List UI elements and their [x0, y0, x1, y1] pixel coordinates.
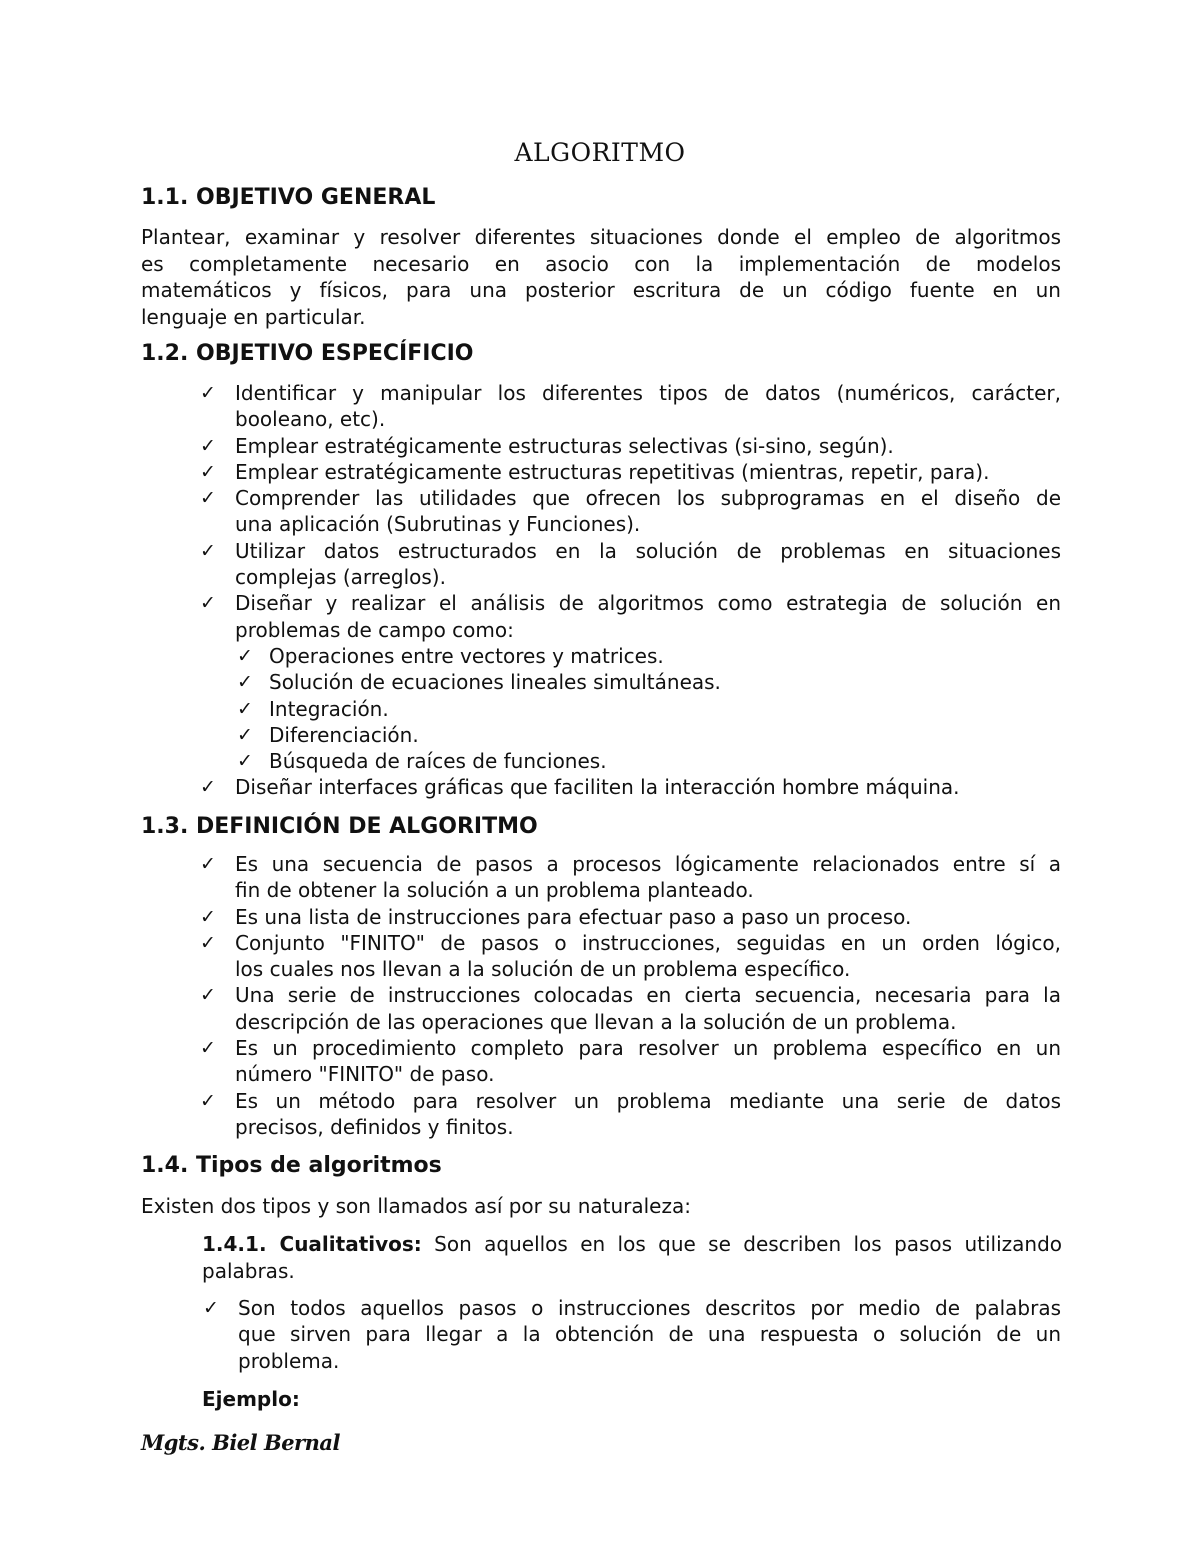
sublist-item	[237, 722, 1049, 748]
check-icon: ✓	[203, 1297, 219, 1319]
check-icon: ✓	[200, 853, 216, 875]
check-icon: ✓	[200, 382, 216, 404]
heading-definicion: 1.3. DEFINICIÓN DE ALGORITMO	[141, 814, 538, 839]
check-icon: ✓	[237, 645, 253, 667]
list-item-line: una aplicación (Subrutinas y Funciones).	[235, 512, 641, 537]
list-item-line: descripción de las operaciones que llevan a la solución de un problema.	[235, 1009, 957, 1034]
check-icon: ✓	[237, 750, 253, 773]
check-icon: ✓	[200, 776, 216, 798]
list-item	[200, 485, 1061, 538]
list-item	[200, 774, 1061, 800]
list-item-line: Conjunto "FINITO" de pasos o instrucciones, seguidas en un orden lógico,	[235, 930, 1061, 955]
list-item-line: los cuales nos llevan a la solución de un problema específico.	[235, 957, 851, 982]
definicion-list	[200, 851, 1061, 1140]
paragraph-line: Existen dos tipos y son llamados así por su naturaleza:	[141, 1194, 691, 1218]
list-item-line: Es una secuencia de pasos a procesos lógicamente relacionados entre sí a	[235, 852, 1061, 876]
check-icon: ✓	[237, 723, 253, 746]
list-item-line: Comprender las utilidades que ofrecen los subprogramas en el diseño de	[235, 486, 1061, 511]
check-icon: ✓	[200, 1037, 216, 1060]
list-item-line: problemas de campo como:	[235, 617, 514, 642]
heading-objetivo-especifico: 1.2. OBJETIVO ESPECÍFICIO	[141, 341, 474, 366]
author-footer: Mgts. Biel Bernal	[141, 1430, 340, 1455]
sublist-item-text: Solución de ecuaciones lineales simultáneas.	[269, 670, 721, 695]
list-item	[200, 459, 1061, 485]
list-item	[200, 433, 1061, 459]
list-item	[200, 1035, 1061, 1088]
sublist-item-text: Integración.	[269, 696, 389, 721]
check-icon: ✓	[200, 487, 216, 510]
list-item	[200, 904, 1061, 930]
page-title: ALGORITMO	[514, 138, 686, 167]
sublist-item-text: Diferenciación.	[269, 722, 419, 747]
list-item-line: Es un procedimiento completo para resolver un problema específico en un	[235, 1036, 1061, 1061]
cualitativos-label: 1.4.1. Cualitativos:	[202, 1232, 422, 1256]
check-icon: ✓	[200, 460, 216, 483]
check-icon: ✓	[200, 434, 216, 457]
paragraph-line: es completamente necesario en asocio con la implementación de modelos	[141, 251, 1061, 276]
cualitativos-list	[203, 1295, 1061, 1374]
paragraph-line: matemáticos y físicos, para una posterior escritura de un código fuente en un	[141, 278, 1061, 302]
list-item	[200, 590, 1061, 643]
list-item-line: Emplear estratégicamente estructuras selectivas (si-sino, según).	[235, 433, 894, 458]
check-icon: ✓	[200, 1089, 216, 1112]
list-item-line: Identificar y manipular los diferentes tipos de datos (numéricos, carácter,	[235, 381, 1061, 405]
list-item	[200, 851, 1061, 904]
check-icon: ✓	[237, 671, 253, 694]
sublist-item	[237, 669, 1049, 695]
list-item-line: que sirven para llegar a la obtención de una respuesta o solución de un	[238, 1322, 1061, 1347]
sublist-item	[237, 696, 1049, 722]
list-item-line: fin de obtener la solución a un problema planteado.	[235, 878, 754, 903]
sublist-item	[237, 748, 1049, 774]
list-item-line: Son todos aquellos pasos o instrucciones descritos por medio de palabras	[238, 1296, 1061, 1320]
list-item-line: Una serie de instrucciones colocadas en cierta secuencia, necesaria para la	[235, 983, 1061, 1008]
tipos-intro	[141, 1193, 1061, 1220]
ejemplo-label	[202, 1386, 1062, 1413]
paragraph-line: Plantear, examinar y resolver diferentes situaciones donde el empleo de algoritmos	[141, 225, 1061, 249]
sublist-item-text: Búsqueda de raíces de funciones.	[269, 749, 607, 774]
list-item-line: Emplear estratégicamente estructuras repetitivas (mientras, repetir, para).	[235, 459, 990, 484]
list-item-line: número "FINITO" de paso.	[235, 1062, 495, 1087]
cualitativos-paragraph	[202, 1231, 1062, 1284]
list-item-line: Es un método para resolver un problema mediante una serie de datos	[235, 1088, 1061, 1113]
check-icon: ✓	[200, 905, 216, 928]
objetivo-general-paragraph	[141, 224, 1061, 330]
cualitativos-text: Son aquellos en los que se describen los pasos utilizando	[421, 1232, 1063, 1256]
sublist-item-text: Operaciones entre vectores y matrices.	[269, 644, 664, 668]
check-icon: ✓	[237, 697, 253, 720]
check-icon: ✓	[200, 592, 216, 615]
objetivos-list	[200, 380, 1061, 643]
heading-objetivo-general: 1.1. OBJETIVO GENERAL	[141, 185, 436, 210]
paragraph-line	[202, 1231, 1062, 1258]
list-item	[200, 930, 1061, 983]
list-item	[200, 538, 1061, 591]
heading-tipos: 1.4. Tipos de algoritmos	[141, 1153, 442, 1178]
list-item-line: Es una lista de instrucciones para efectuar paso a paso un proceso.	[235, 904, 912, 929]
list-item	[200, 982, 1061, 1035]
list-item-line: problema.	[238, 1348, 340, 1373]
list-item	[200, 380, 1061, 433]
check-icon: ✓	[200, 984, 216, 1007]
objetivos-list-last	[200, 774, 1061, 800]
list-item	[203, 1295, 1061, 1374]
list-item	[200, 1088, 1061, 1141]
paragraph-line: palabras.	[202, 1258, 295, 1283]
list-item-line: precisos, definidos y finitos.	[235, 1114, 514, 1139]
campo-sublist	[237, 643, 1049, 774]
check-icon: ✓	[200, 931, 216, 954]
list-item-line: Diseñar y realizar el análisis de algoritmos como estrategia de solución en	[235, 591, 1061, 616]
ejemplo-text: Ejemplo:	[202, 1387, 300, 1411]
list-item-line: complejas (arreglos).	[235, 565, 446, 590]
list-item-line: booleano, etc).	[235, 407, 386, 432]
list-item-line: Utilizar datos estructurados en la solución de problemas en situaciones	[235, 538, 1061, 563]
paragraph-line: lenguaje en particular.	[141, 304, 366, 329]
list-item-line: Diseñar interfaces gráficas que faciliten la interacción hombre máquina.	[235, 775, 960, 799]
sublist-item	[237, 643, 1049, 669]
check-icon: ✓	[200, 539, 216, 562]
